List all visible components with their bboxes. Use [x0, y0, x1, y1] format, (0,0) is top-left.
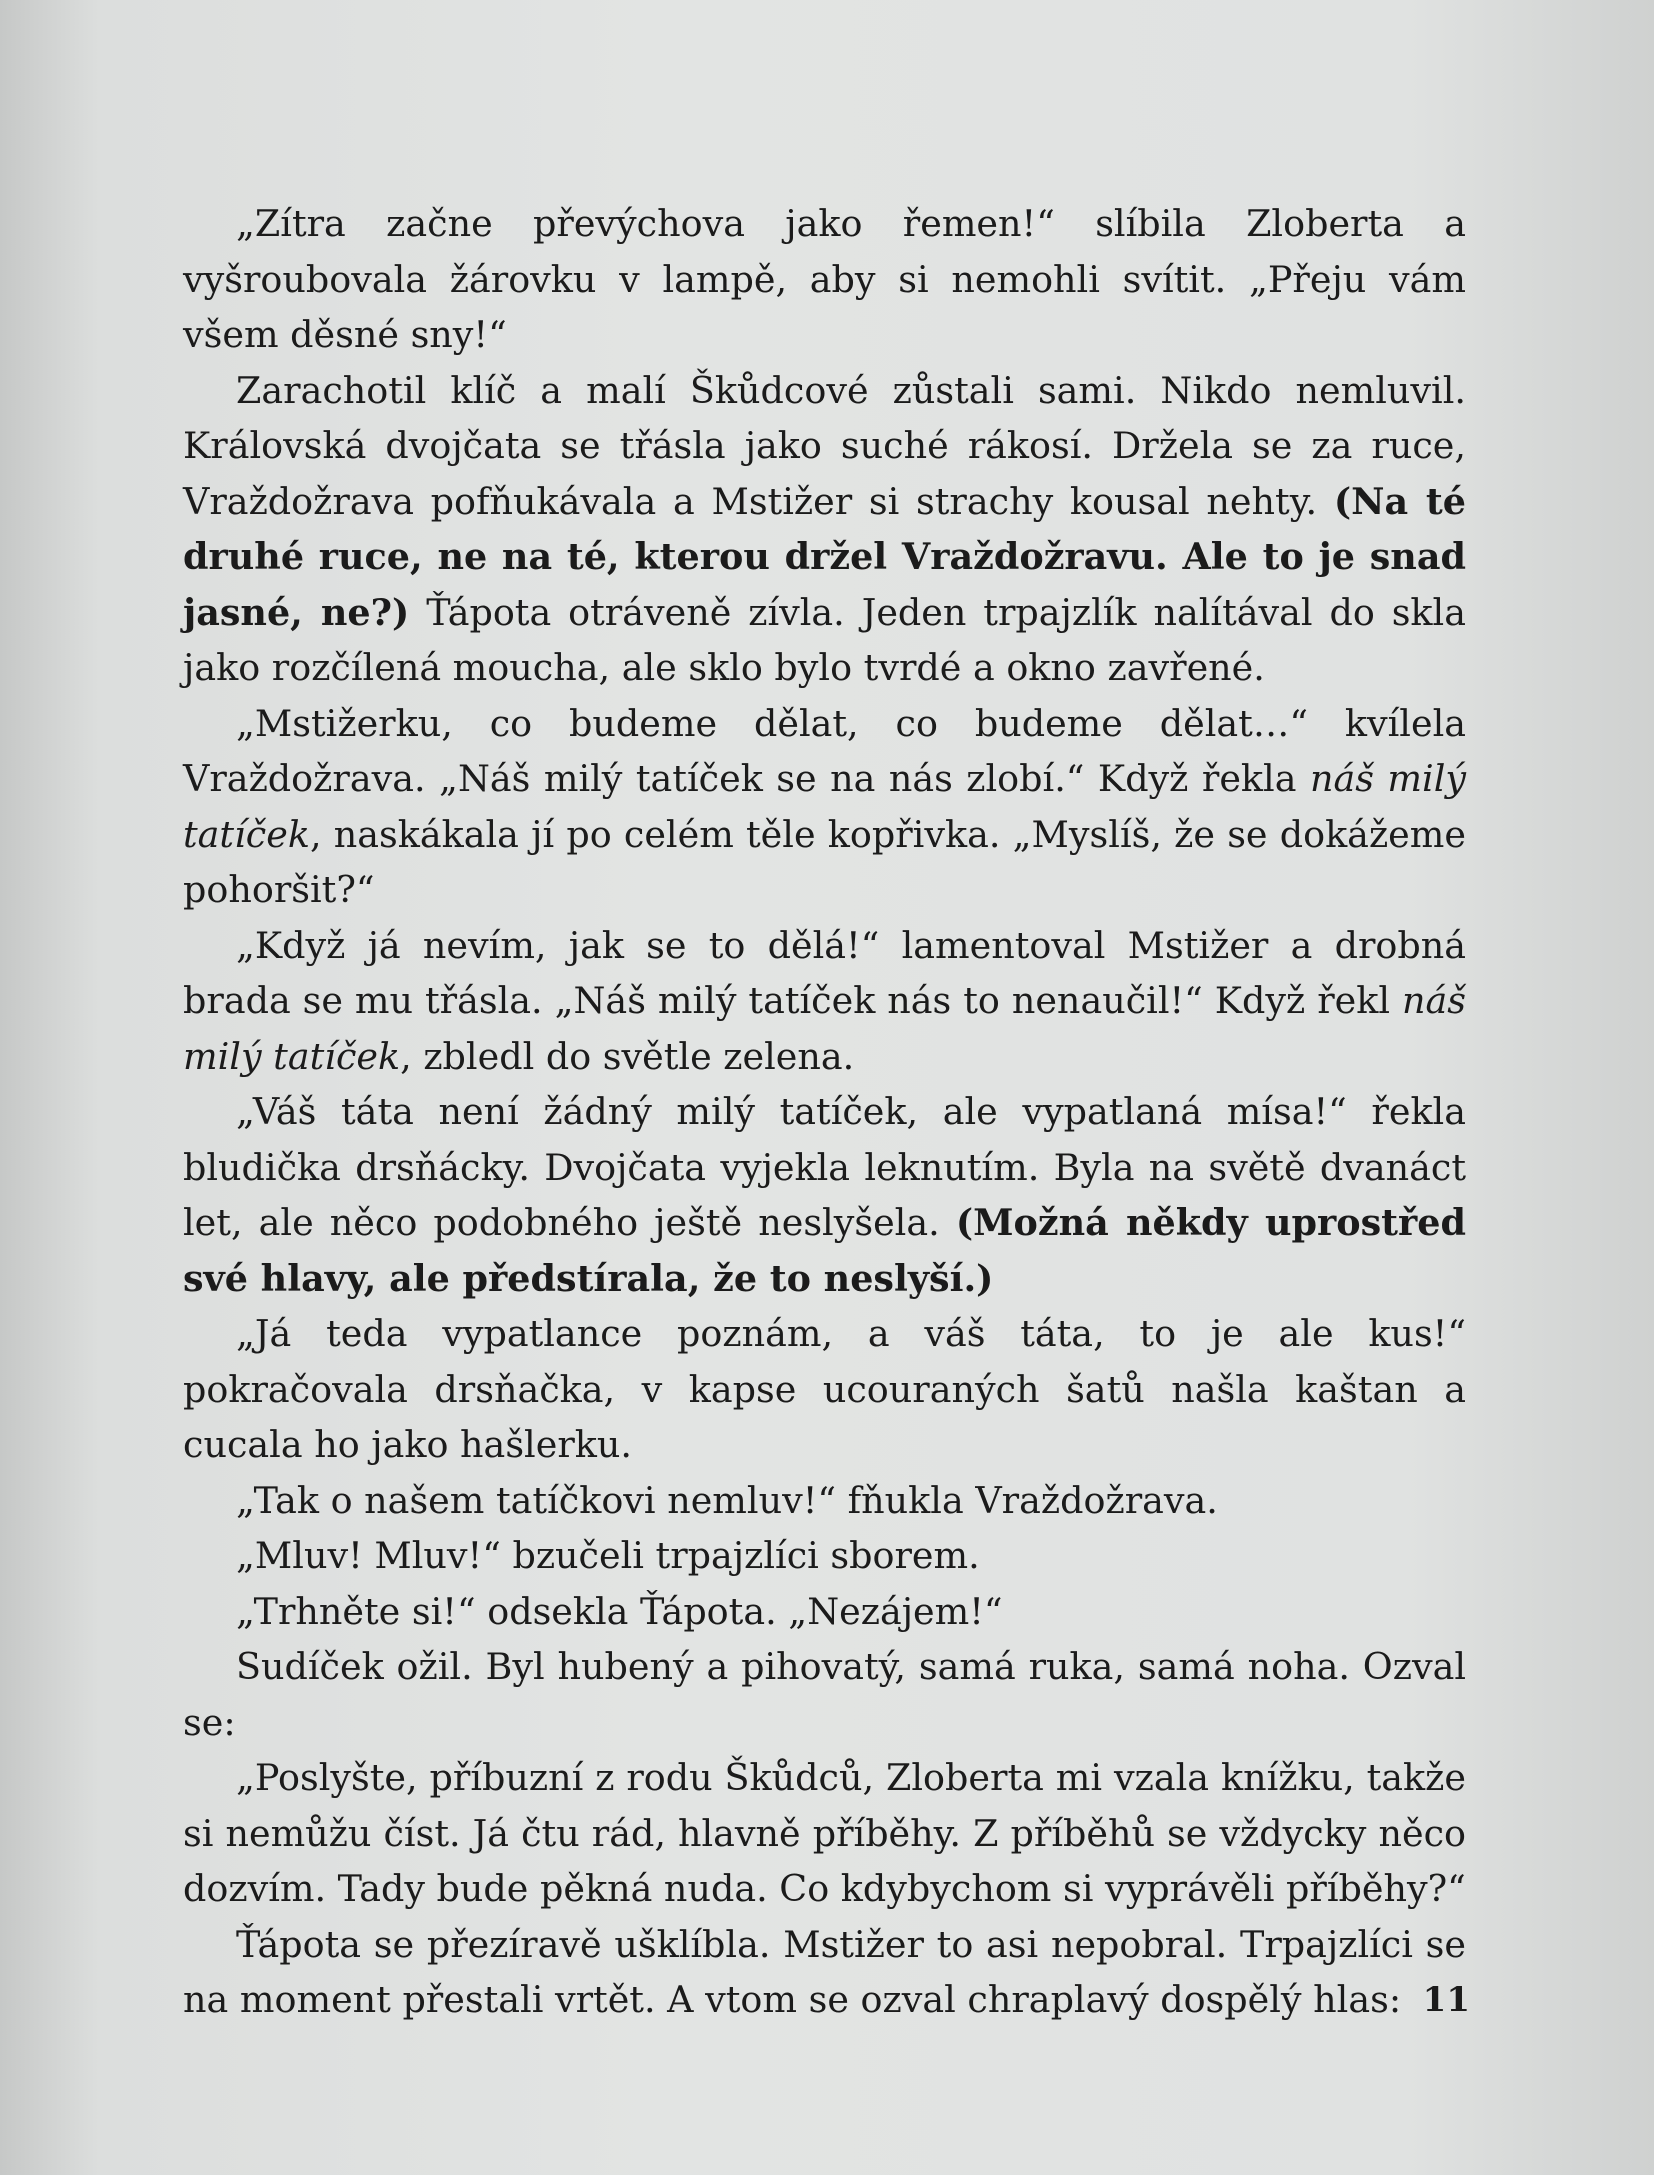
paragraph-2-bold-aside: (Na té druhé ruce, ne na té, kterou držel Vraždožravu. Ale to je snad jasné, ne?) [183, 479, 1467, 634]
paragraph-4 [183, 918, 1466, 1085]
page-number: 11 [1422, 1980, 1470, 2020]
paragraph-9 [183, 1584, 1466, 1640]
paragraph-9-text: „Trhněte si!“ odsekla Ťápota. „Nezájem!“ [236, 1589, 1003, 1633]
paragraph-12 [183, 1917, 1466, 2028]
paragraph-5 [183, 1084, 1466, 1306]
paragraph-6-text: „Já teda vypatlance poznám, a váš táta, to je ale kus!“ pokračovala drsňačka, v kapse ucouraných šatů našla kaštan a cucala ho jako hašlerku. [183, 1312, 1466, 1466]
paragraph-3 [183, 696, 1466, 918]
paragraph-2-text: Zarachotil klíč a malí Škůdcové zůstali sami. Nikdo nemluvil. Královská dvojčata se třásla jako suché rákosí. Držela se za ruce, Vraždožrava pofňukávala a Mstižer si strachy kousal nehty. [183, 368, 1466, 523]
paragraph-2 [183, 363, 1466, 696]
paragraph-3-text: „Mstižerku, co budeme dělat, co budeme dělat…“ kvílela Vraždožrava. „Náš milý tatíček se na nás zlobí.“ Když řekla [183, 701, 1466, 800]
paragraph-3-text-cont: , naskákala jí po celém těle kopřivka. „Myslíš, že se dokážeme pohoršit?“ [183, 812, 1466, 911]
body-text [183, 196, 1466, 2028]
paragraph-7-text: „Tak o našem tatíčkovi nemluv!“ fňukla Vraždožrava. [236, 1478, 1218, 1522]
paragraph-12-text: Ťápota se přezíravě ušklíbla. Mstižer to asi nepobral. Trpajzlíci se na moment přestali vrtět. A vtom se ozval chraplavý dospělý hlas: [183, 1922, 1466, 2021]
paragraph-1 [183, 196, 1466, 363]
paragraph-4-text: „Když já nevím, jak se to dělá!“ lamentoval Mstižer a drobná brada se mu třásla. „Náš milý tatíček nás to nenaučil!“ Když řekl [183, 923, 1466, 1022]
paragraph-1-text: „Zítra začne převýchova jako řemen!“ slíbila Zloberta a vyšroubovala žárovku v lampě, aby si nemohli svítit. „Přeju vám všem děsné sny!“ [183, 202, 1466, 356]
paragraph-4-text-cont: , zbledl do světle zelena. [400, 1034, 855, 1078]
paragraph-5-bold-aside: (Možná někdy uprostřed své hlavy, ale předstírala, že to neslyší.) [183, 1201, 1466, 1300]
paragraph-10 [183, 1639, 1466, 1750]
paragraph-2-text-cont: Ťápota otráveně zívla. Jeden trpajzlík nalítával do skla jako rozčílená moucha, ale sklo bylo tvrdé a okno zavřené. [183, 590, 1466, 689]
paragraph-5-text: „Váš táta není žádný milý tatíček, ale vypatlaná mísa!“ řekla bludička drsňácky. Dvojčata vyjekla leknutím. Byla na světě dvanáct let, ale něco podobného ještě neslyšela. [183, 1090, 1466, 1244]
paragraph-8 [183, 1528, 1466, 1584]
paragraph-3-italic: náš milý tatíček [183, 757, 1466, 856]
paragraph-6 [183, 1306, 1466, 1473]
paragraph-11 [183, 1750, 1466, 1917]
paragraph-10-text: Sudíček ožil. Byl hubený a pihovatý, samá ruka, samá noha. Ozval se: [183, 1645, 1466, 1744]
paragraph-7 [183, 1473, 1466, 1529]
paragraph-8-text: „Mluv! Mluv!“ bzučeli trpajzlíci sborem. [236, 1534, 980, 1577]
paragraph-4-italic: náš milý tatíček [183, 979, 1466, 1078]
paragraph-11-text: „Poslyšte, příbuzní z rodu Škůdců, Zloberta mi vzala knížku, takže si nemůžu číst. Já čtu rád, hlavně příběhy. Z příběhů se vždycky něco dozvím. Tady bude pěkná nuda. Co kdybychom si vyprávěli příběhy?“ [183, 1756, 1466, 1910]
